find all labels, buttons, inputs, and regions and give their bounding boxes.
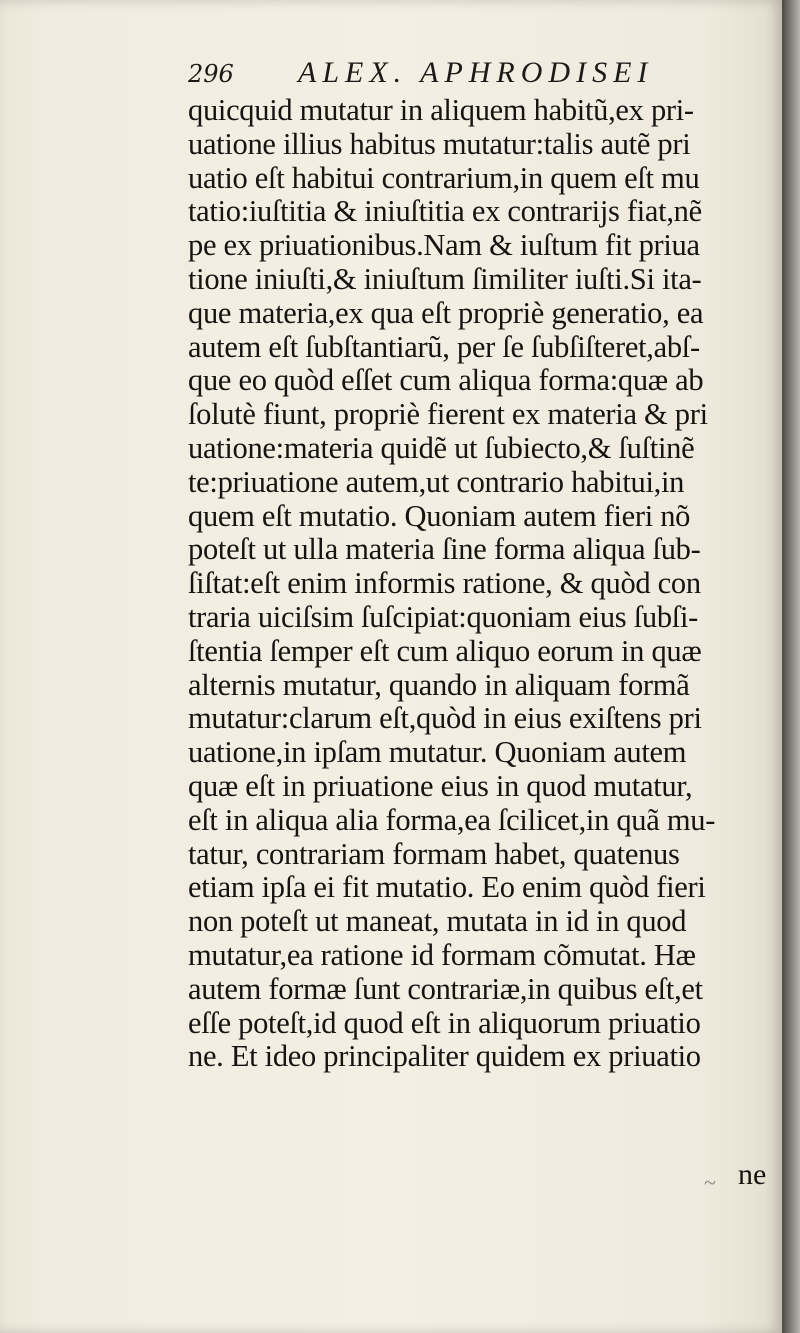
text-line: eſſe poteſt,id quod eſt in aliquorum priuatio [188, 1005, 701, 1040]
page-number: 296 [188, 60, 234, 88]
text-line: ſtentia ſemper eſt cum aliquo eorum in quæ [188, 633, 702, 668]
text-line: que materia,ex qua eſt propriè generatio, ea [188, 295, 704, 330]
text-line: uatione,in ipſam mutatur. Quoniam autem [188, 735, 687, 770]
text-line: te:priuatione autem,ut contrario habitui,in [188, 464, 685, 499]
text-line: tatio:iuſtitia & iniuſtitia ex contrarijs fiat,nẽ [188, 194, 702, 229]
text-line: quicquid mutatur in aliquem habitũ,ex pri- [188, 93, 694, 127]
page-header [188, 52, 748, 96]
text-line: uatione illius habitus mutatur:talis autẽ pri [188, 126, 691, 161]
pencil-mark: ~ [704, 1170, 716, 1195]
text-line: quæ eſt in priuatione eius in quod mutatur, [188, 768, 693, 803]
text-line: traria uiciſsim ſuſcipiat:quoniam eius ſubſi- [188, 599, 698, 634]
text-line: etiam ipſa ei fit mutatio. Eo enim quòd fieri [188, 870, 706, 905]
running-head: ALEX. APHRODISEI [298, 56, 654, 89]
page-edge-shadow [782, 0, 800, 1333]
text-line: uatio eſt habitui contrarium,in quem eſt mu [188, 160, 700, 195]
text-line: quem eſt mutatio. Quoniam autem fieri nõ [188, 498, 691, 533]
text-line: alternis mutatur, quando in aliquam formã [188, 667, 690, 702]
text-line: pe ex priuationibus.Nam & iuſtum fit priua [188, 228, 700, 263]
text-line: autem formæ ſunt contrariæ,in quibus eſt,et [188, 971, 703, 1006]
text-line: autem eſt ſubſtantiarũ, per ſe ſubſiſteret,abſ- [188, 329, 700, 364]
text-line: mutatur,ea ratione id formam cõmutat. Hæ [188, 937, 696, 972]
text-line: tatur, contrariam formam habet, quatenus [188, 836, 680, 871]
text-line: que eo quòd eſſet cum aliqua forma:quæ ab [188, 363, 704, 398]
text-line: tione iniuſti,& iniuſtum ſimiliter iuſti.Si ita- [188, 261, 702, 296]
text-line: non poteſt ut maneat, mutata in id in quod [188, 904, 687, 939]
text-line: ſiſtat:eſt enim informis ratione, & quòd con [188, 566, 701, 601]
text-line: uatione:materia quidẽ ut ſubiecto,& ſuſtinẽ [188, 430, 695, 465]
text-line: ne. Et ideo principaliter quidem ex priuatio [188, 1039, 701, 1074]
text-line: eſt in aliqua alia forma,ea ſcilicet,in quã mu- [188, 802, 716, 837]
body-text [188, 94, 773, 1074]
text-line: ſolutè fiunt, propriè fierent ex materia & pri [188, 397, 708, 432]
catchword: ne [738, 1158, 767, 1191]
text-line: mutatur:clarum eſt,quòd in eius exiſtens pri [188, 701, 702, 736]
text-line: poteſt ut ulla materia ſine forma aliqua ſub- [188, 532, 701, 567]
